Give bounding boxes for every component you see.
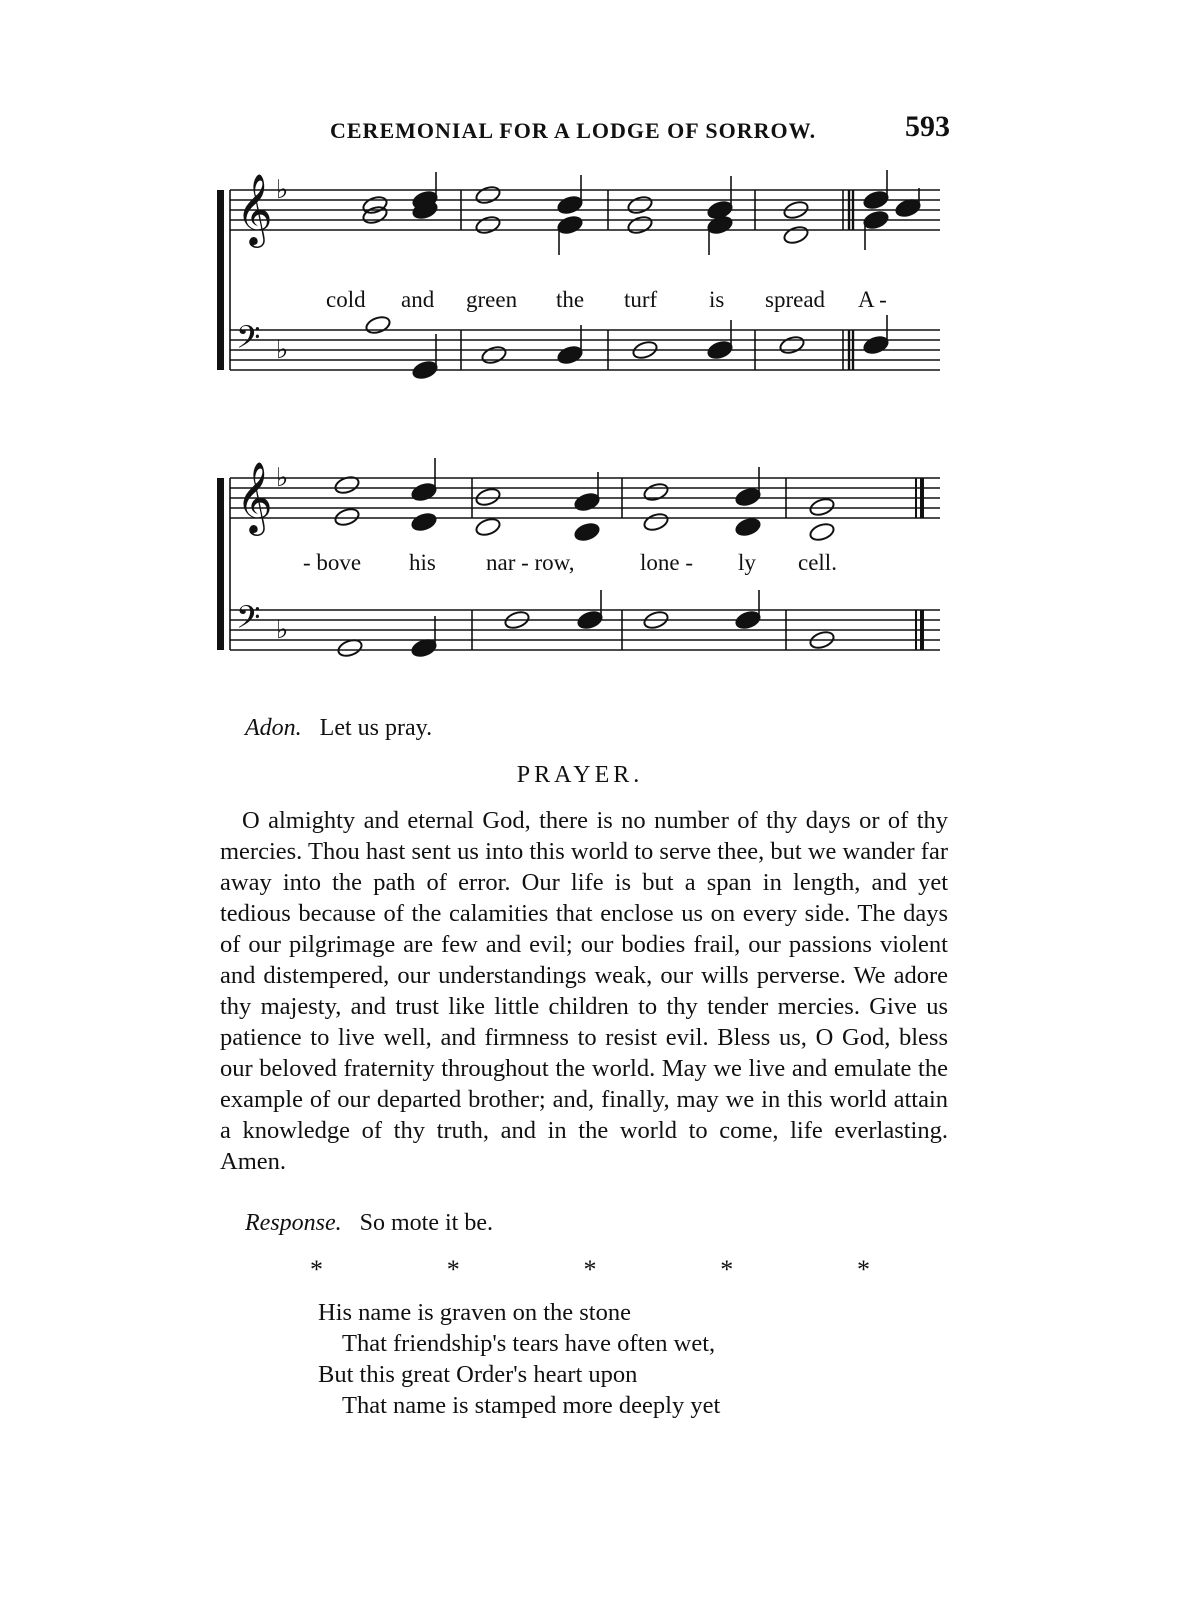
lyric-syllable: lone - [640, 550, 694, 575]
quarter-note [862, 189, 889, 210]
flat-icon: ♭ [276, 175, 289, 205]
bass-clef-icon: 𝄢 [236, 599, 261, 643]
lyric-syllable: - bove [303, 550, 362, 575]
lyric-syllable: and [401, 287, 435, 312]
half-note [474, 214, 501, 235]
flat-icon: ♭ [276, 463, 289, 493]
quarter-note [573, 491, 600, 512]
prayer-body: O almighty and eternal God, there is no number of thy days or of thy mercies. Thou hast sent us into this world to serve thee, but we wander far away into the path of error. Our life is but a span in length, and yet tedious because of the calamities that enclose us on every side. The days of our pilgrimage are few and evil; our bodies frail, our passions violent and distempered, our understandings weak, our wills perverse. We adore thy majesty, and trust like little children to thy tender mercies. Give us patience to live well, and firmness to resist evil. Bless us, O God, bless our beloved fraternity throughout the world. May we live and emulate the example of our departed brother; and, finally, may we in this world attain a knowledge of thy truth, and in the world to come, life everlasting. Amen. [220, 807, 948, 1175]
half-note [808, 496, 835, 517]
system-brace [217, 478, 224, 650]
lyric-syllable: the [556, 287, 585, 312]
asterisk: * [446, 1255, 460, 1284]
speaker-label: Adon. [245, 715, 302, 741]
half-note [361, 204, 388, 225]
response-line [245, 1210, 493, 1237]
verse-line: That friendship's tears have often wet, [342, 1330, 716, 1357]
lyric-syllable: spread [765, 287, 826, 312]
lyric-syllable: green [466, 287, 518, 312]
quarter-note [734, 486, 761, 507]
quarter-note [573, 521, 600, 542]
running-title: CEREMONIAL FOR A LODGE OF SORROW. [330, 118, 817, 143]
quarter-note [706, 339, 733, 360]
speaker-text: Let us pray. [319, 715, 433, 741]
quarter-note [862, 334, 889, 355]
half-note [642, 511, 669, 532]
flat-icon: ♭ [276, 335, 289, 365]
treble-clef-icon: 𝄞 [236, 460, 273, 533]
quarter-note [576, 609, 603, 630]
lyric-syllable: nar - row, [486, 550, 575, 575]
quarter-note [862, 209, 889, 230]
quarter-note [734, 516, 761, 537]
quarter-note [410, 481, 437, 502]
half-note [474, 184, 501, 205]
lyric-syllable: cell. [798, 550, 837, 575]
half-note [626, 214, 653, 235]
half-note [474, 486, 501, 507]
half-note [642, 481, 669, 502]
quarter-note [706, 214, 733, 235]
verse [318, 1297, 720, 1421]
lyric-syllable: turf [624, 287, 658, 312]
lyric-syllable: A - [858, 287, 887, 312]
half-note [808, 521, 835, 542]
half-note [782, 224, 809, 245]
quarter-note [734, 609, 761, 630]
adon-line [245, 715, 432, 742]
asterisk: * [720, 1255, 734, 1284]
flat-icon: ♭ [276, 615, 289, 645]
asterisk: * [583, 1255, 597, 1284]
prayer-heading: PRAYER. [516, 762, 644, 788]
lyric-syllable: his [409, 550, 436, 575]
verse-line: But this great Order's heart upon [318, 1361, 638, 1388]
half-note [364, 314, 391, 335]
section-separator [310, 1255, 870, 1285]
quarter-note [410, 511, 437, 532]
half-note [333, 506, 360, 527]
asterisk: * [857, 1255, 870, 1284]
quarter-note [556, 214, 583, 235]
quarter-note [411, 359, 438, 380]
quarter-note [556, 344, 583, 365]
music-score [0, 0, 1200, 690]
lyric-syllable: is [709, 287, 725, 312]
quarter-note [556, 194, 583, 215]
response-label: Response. [245, 1210, 342, 1236]
lyric-syllable: cold [326, 287, 366, 312]
half-note [480, 344, 507, 365]
page-number: 593 [905, 110, 950, 143]
half-note [778, 334, 805, 355]
asterisk: * [310, 1255, 323, 1284]
half-note [474, 516, 501, 537]
treble-clef-icon: 𝄞 [236, 172, 273, 245]
response-text: So mote it be. [359, 1210, 493, 1236]
verse-line: His name is graven on the stone [318, 1299, 631, 1326]
half-note [626, 194, 653, 215]
system-brace [217, 190, 224, 370]
verse-line: That name is stamped more deeply yet [342, 1392, 721, 1419]
bass-clef-icon: 𝄢 [236, 319, 261, 363]
lyric-syllable: ly [738, 550, 756, 575]
